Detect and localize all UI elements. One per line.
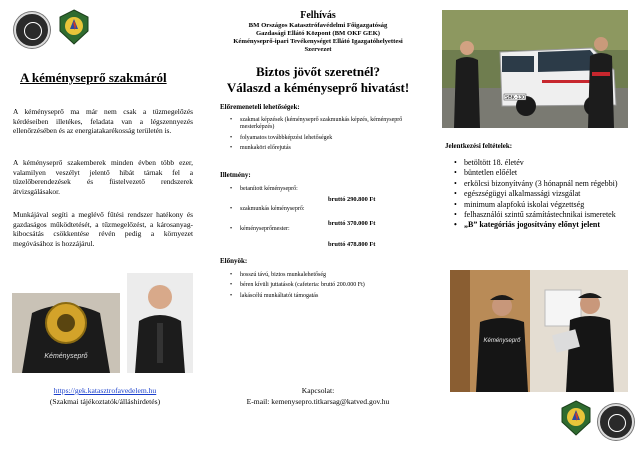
left-paragraph-1: A kéményseprő ma már nem csak a tüzmegelőzés kérdéseiben illetékes, feladata van a légszennyezés ellenőrzésében és az energiatakarékosság területén is. — [13, 107, 193, 136]
disaster-management-emblem-left — [58, 9, 90, 45]
list-item: • minimum alapfokú iskolai végzettség — [452, 200, 632, 210]
van-plate: SBK-130 — [504, 95, 526, 101]
list-item: • hosszú távú, biztos munkalehetőség — [228, 272, 418, 279]
okf-round-logo-left — [14, 12, 50, 48]
svg-text:Kéményseprő: Kéményseprő — [483, 338, 521, 344]
salary-label: • kéményseprőmester: — [228, 226, 418, 233]
org-line-4: Szervezet — [304, 46, 332, 53]
advancement-title: Előremeneteli lehetőségek: — [220, 103, 300, 111]
salary-label: • betanított kéményseprő: — [228, 186, 418, 206]
list-item: • felhasználói szintű számítástechnikai ismeretek — [452, 210, 632, 220]
list-item: • lakáscélú munkáltatói támogatás — [228, 293, 418, 300]
salary-label: • szakmunkás kéményseprő: — [228, 206, 418, 226]
team-with-van-photo — [442, 10, 628, 128]
salary-title: Illetmény: — [220, 171, 251, 179]
org-line-3: Kéményseprő-ipari Tevékenységet Ellátó Igazgatóhelyettesi — [233, 38, 403, 45]
salary-list — [228, 186, 418, 233]
list-item: • betöltött 18. életév — [452, 158, 632, 168]
heading-felhivas: Felhívás — [300, 10, 336, 21]
salary-value: bruttó 290.800 Ft — [328, 196, 376, 203]
disaster-management-emblem-right — [560, 400, 592, 436]
list-item: • egészségügyi alkalmassági vizsgálat — [452, 189, 632, 199]
slogan-profession: Válaszd a kéményseprő hivatást! — [226, 80, 410, 95]
chimney-sweep-portrait-photo — [127, 273, 193, 373]
salary-value: bruttó 370.000 Ft — [328, 220, 376, 227]
requirements-title: Jelentkezési feltételek: — [445, 142, 513, 150]
chimney-sweeps-inspection-photo — [450, 270, 628, 392]
benefits-title: Előnyök: — [220, 257, 248, 265]
list-item: • erkölcsi bizonyítvány (3 hónapnál nem régebbi) — [452, 179, 632, 189]
left-paragraph-3: Munkájával segíti a meglévő fűtési rendszer hatékony és gazdaságos működtetését, a tűzmegelőzést, a károsanyag-kibocsátás csökkentése révén pedig a környezet megóvásához is hozzájárul. — [13, 210, 193, 248]
list-item: • béren kívüli juttatások (cafeteria: bruttó 200.000 Ft) — [228, 282, 418, 289]
org-line-2: Gazdasági Ellátó Központ (BM OKF GEK) — [255, 30, 381, 37]
link-note: (Szakmai tájékoztatók/álláshirdetés) — [49, 397, 161, 406]
left-title: A kéményseprő szakmáról — [20, 70, 167, 85]
benefits-list — [228, 272, 418, 300]
list-item: • munkaköri előrejutás — [228, 145, 418, 152]
okf-round-logo-right — [598, 404, 634, 440]
jacket-logo-text: Kéményseprő — [44, 353, 88, 360]
gek-website-link[interactable]: https://gek.katasztrofavedelem.hu — [53, 386, 157, 395]
list-item: • „B” kategóriás jogosítvány előnyt jelent — [452, 220, 632, 230]
contact-title: Kapcsolat: — [301, 386, 335, 395]
slogan-future: Biztos jövőt szeretnél? — [256, 64, 380, 79]
advancement-list — [228, 117, 418, 153]
org-line-1: BM Országos Katasztrófavédelmi Főigazgatóság — [248, 22, 388, 29]
list-item: • folyamatos továbbképzési lehetőségek — [228, 135, 418, 142]
salary-value: bruttó 478.800 Ft — [328, 241, 376, 248]
contact-email[interactable]: E-mail: kemenysepro.titkarsag@katved.gov.hu — [246, 397, 390, 406]
list-item: • szakmai képzések (kéményseprő szakmunkás képzés, kéményseprő mesterképzés) — [228, 117, 418, 132]
left-paragraph-2: A kéményseprő szakemberek minden évben több ezer, valamilyen veszélyt jelentő hibát tárnak fel a tüzelőberendezések és füstelvezető rendszerek átvizsgálásakor. — [13, 158, 193, 196]
requirements-list — [452, 158, 632, 231]
chimney-sweep-brush-photo — [12, 293, 120, 373]
list-item: • büntetlen előélet — [452, 168, 632, 178]
